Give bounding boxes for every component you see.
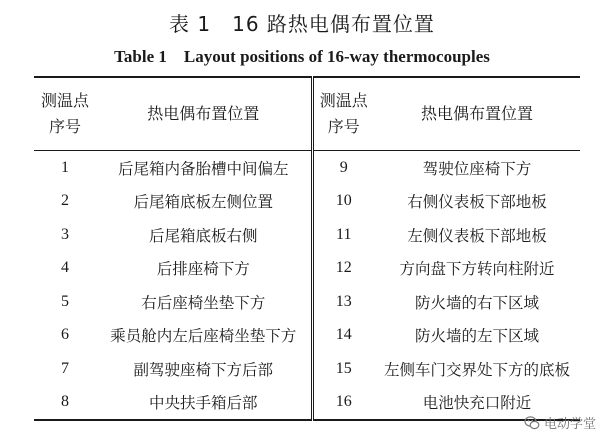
- point-number: 9: [339, 158, 348, 176]
- table-title-chinese: 表 1 16 路热电偶布置位置: [169, 12, 435, 36]
- position-cell: 后尾箱内备胎槽中间偏左: [96, 151, 312, 185]
- thermocouple-table: [34, 76, 580, 421]
- wechat-icon: [524, 415, 540, 431]
- point-number: 3: [61, 225, 69, 243]
- table-row: [34, 319, 580, 353]
- position-cell: 右侧仪表板下部地板: [407, 193, 547, 212]
- point-number: 7: [61, 359, 69, 377]
- point-number: 16: [335, 393, 352, 411]
- header-num-line2: 序号: [48, 117, 81, 136]
- point-number: 1: [61, 158, 69, 176]
- table-row: [34, 352, 580, 386]
- position-cell: 副驾驶座椅下方后部: [96, 352, 312, 386]
- header-num-line2: 序号: [327, 117, 360, 136]
- point-number: 6: [61, 326, 69, 344]
- header-num-left: [34, 77, 96, 151]
- position-cell: 方向盘下方转向柱附近: [399, 260, 555, 279]
- point-number: 11: [336, 225, 352, 243]
- position-cell: 后尾箱底板左侧位置: [96, 185, 312, 219]
- position-cell: 左侧车门交界处下方的底板: [383, 360, 570, 379]
- header-position-left: 热电偶布置位置: [96, 77, 312, 151]
- header-num-right: [312, 77, 374, 151]
- position-cell: 中央扶手箱后部: [96, 386, 312, 421]
- table-row: [34, 218, 580, 252]
- point-number: 13: [335, 292, 352, 310]
- table-row: [34, 151, 580, 185]
- table-row: [34, 386, 580, 421]
- header-num-line1: 测温点: [40, 91, 89, 110]
- point-number: 15: [335, 359, 352, 377]
- point-number: 12: [335, 259, 352, 277]
- position-cell: 驾驶位座椅下方: [422, 159, 532, 178]
- position-cell: 后排座椅下方: [96, 252, 312, 286]
- position-cell: 左侧仪表板下部地板: [407, 226, 547, 245]
- point-number: 2: [61, 192, 69, 210]
- position-cell: 右后座椅坐垫下方: [96, 285, 312, 319]
- table-row: [34, 185, 580, 219]
- header-num-line1: 测温点: [319, 91, 368, 110]
- point-number: 4: [61, 259, 69, 277]
- table-row: [34, 285, 580, 319]
- table-row: [34, 252, 580, 286]
- table-title-english: Table 1 Layout positions of 16-way thermocouples: [114, 47, 490, 66]
- point-number: 5: [61, 292, 69, 310]
- point-number: 10: [335, 192, 352, 210]
- position-cell: 后尾箱底板右侧: [96, 218, 312, 252]
- point-number: 14: [335, 326, 352, 344]
- position-cell: 防火墙的右下区域: [414, 293, 539, 312]
- point-number: 8: [61, 393, 69, 411]
- position-cell: 乘员舱内左后座椅坐垫下方: [96, 319, 312, 353]
- header-position-right: 热电偶布置位置: [420, 104, 533, 123]
- watermark-text: 电动学堂: [543, 417, 596, 432]
- position-cell: 电池快充口附近: [422, 394, 532, 413]
- position-cell: 防火墙的左下区域: [414, 327, 539, 346]
- watermark: [524, 413, 596, 432]
- header-row: [34, 77, 580, 151]
